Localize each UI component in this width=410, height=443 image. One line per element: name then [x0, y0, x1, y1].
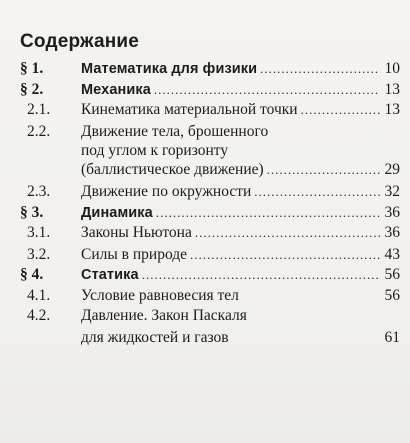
entry-page-number: 32 [384, 183, 400, 200]
entry-page-number: 13 [384, 101, 400, 118]
entry-title-line-1: Давление. Закон Паскаля [81, 307, 247, 324]
entry-page-number: 56 [384, 287, 400, 304]
dot-leader [267, 160, 380, 179]
dot-leader [142, 265, 380, 284]
entry-page-number: 36 [384, 224, 400, 241]
entry-title: Движение по окружности [81, 183, 252, 200]
dot-leader [154, 80, 380, 99]
entry-title: (баллистическое движение) [81, 161, 264, 178]
entry-page-number: 56 [384, 266, 400, 283]
entry-number: 2.1. [27, 101, 51, 118]
dot-leader [190, 245, 380, 264]
entry-number: § 3. [20, 204, 44, 221]
entry-page-number: 36 [384, 204, 400, 221]
entry-number: 2.2. [27, 123, 51, 140]
entry-number: § 4. [20, 266, 44, 283]
entry-title: Математика для физики [81, 61, 258, 77]
dot-leader [260, 59, 380, 78]
entry-number: 2.3. [27, 183, 51, 200]
entry-page-number: 10 [384, 60, 400, 77]
entry-title-line-2: под углом к горизонту [81, 142, 229, 159]
entry-title: Статика [81, 267, 139, 283]
entry-page-number: 13 [384, 81, 400, 98]
dot-leader [156, 203, 380, 222]
entry-number: 3.1. [27, 224, 51, 241]
entry-number: 4.2. [27, 307, 51, 324]
entry-title: Условие равновесия тел [81, 287, 239, 304]
dot-leader [301, 100, 380, 119]
entry-title: Механика [81, 82, 151, 98]
entry-number: 3.2. [27, 246, 51, 263]
entry-title: Динамика [81, 205, 153, 221]
entry-page-number: 29 [384, 161, 400, 178]
dot-leader [254, 182, 380, 201]
page-title: Содержание [20, 31, 140, 52]
entry-page-number: 43 [384, 246, 400, 263]
entry-title-line-1: Движение тела, брошенного [81, 123, 269, 140]
entry-number: 4.1. [27, 287, 51, 304]
entry-page-number: 61 [384, 329, 400, 346]
entry-number: § 2. [20, 81, 44, 98]
entry-title: для жидкостей и газов [81, 329, 229, 346]
dot-leader [195, 223, 380, 242]
entry-title: Кинематика материальной точки [81, 101, 298, 118]
entry-title: Законы Ньютона [81, 224, 192, 241]
entry-number: § 1. [20, 60, 44, 77]
entry-title: Силы в природе [81, 246, 188, 263]
